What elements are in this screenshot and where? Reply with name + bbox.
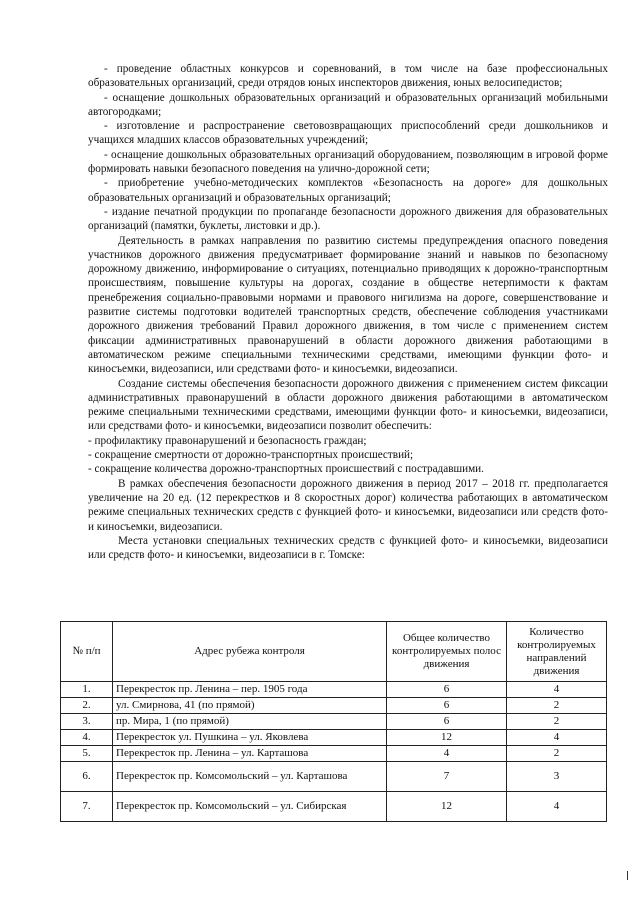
list-item-autogorodki: - оснащение дошкольных образовательных организаций и образовательных организаций мобильными автогородками; <box>88 91 608 118</box>
paragraph-locations: Места установки специальных технических средств с функцией фото- и киносъемки, видеозаписи или средств фото- и киносъемки, видеозаписи в г. Томске: <box>88 534 608 562</box>
locations-table <box>60 621 607 822</box>
row-lanes: 6 <box>387 698 507 714</box>
row-number: 7. <box>61 792 113 822</box>
table-row <box>61 730 607 746</box>
row-number: 1. <box>61 682 113 698</box>
header-address: Адрес рубежа контроля <box>113 622 387 682</box>
row-address: Перекресток пр. Комсомольский – ул. Сибирская <box>113 792 387 822</box>
row-lanes: 12 <box>387 730 507 746</box>
list-item-prevention: - профилактику правонарушений и безопасность граждан; <box>88 434 367 447</box>
list-item-mortality: - сокращение смертности от дорожно-транспортных происшествий; <box>88 449 414 462</box>
header-number: № п/п <box>61 622 113 682</box>
row-directions: 2 <box>507 714 607 730</box>
row-directions: 3 <box>507 762 607 792</box>
header-lanes: Общее количество контролируемых полос движения <box>387 622 507 682</box>
row-directions: 2 <box>507 746 607 762</box>
row-address: пр. Мира, 1 (по прямой) <box>113 714 387 730</box>
table-header-row <box>61 622 607 682</box>
table-row <box>61 746 607 762</box>
row-directions: 4 <box>507 682 607 698</box>
table-row <box>61 792 607 822</box>
row-number: 2. <box>61 698 113 714</box>
row-address: ул. Смирнова, 41 (по прямой) <box>113 698 387 714</box>
row-directions: 2 <box>507 698 607 714</box>
list-item-contests: - проведение областных конкурсов и соревнований, в том числе на базе профессиональных образовательных организаций, среди отрядов юных инспекторов движения, юных велосипедистов; <box>88 63 608 90</box>
row-lanes: 6 <box>387 714 507 730</box>
row-address: Перекресток пр. Ленина – ул. Карташова <box>113 746 387 762</box>
paragraph-system: Создание системы обеспечения безопасности дорожного движения с применением систем фиксации административных правонарушений в области дорожного движения работающими в автоматическом режиме специальными техническими средствами, имеющими функции фото- и киносъемки, видеозаписи, или средствами фото- и киносъемки, видеозаписи позволит обеспечить: <box>88 377 608 433</box>
paragraph-period: В рамках обеспечения безопасности дорожного движения в период 2017 – 2018 гг. предполагается увеличение на 20 ед. (12 перекрестков и 8 скоростных дорог) количества работающих в автоматическом режиме специальных технических средств с функцией фото- и киносъемки, видеозаписи или средств фото- и киносъемки, видеозаписи. <box>88 477 608 533</box>
page-edge-mark <box>627 871 628 880</box>
list-item-accidents: - сокращение количества дорожно-транспортных происшествий с пострадавшими. <box>88 463 484 476</box>
table-row <box>61 682 607 698</box>
list-item-reflectors: - изготовление и распространение световозвращающих приспособлений среди дошкольников и учащихся младших классов образовательных учреждений; <box>88 120 608 147</box>
table-row <box>61 714 607 730</box>
row-lanes: 12 <box>387 792 507 822</box>
list-item-printed: - издание печатной продукции по пропаганде безопасности дорожного движения для образовательных организаций (памятки, буклеты, листовки и др.). <box>88 205 608 233</box>
row-directions: 4 <box>507 730 607 746</box>
row-address: Перекресток пр. Комсомольский – ул. Карташова <box>113 762 387 792</box>
row-number: 3. <box>61 714 113 730</box>
table-row <box>61 698 607 714</box>
row-lanes: 7 <box>387 762 507 792</box>
body-text <box>88 62 608 562</box>
row-number: 5. <box>61 746 113 762</box>
row-address: Перекресток пр. Ленина – пер. 1905 года <box>113 682 387 698</box>
row-number: 4. <box>61 730 113 746</box>
list-item-kits: - приобретение учебно-методических комплектов «Безопасность на дороге» для дошкольных образовательных организаций и образовательных организаций; <box>88 177 608 204</box>
row-number: 6. <box>61 762 113 792</box>
row-directions: 4 <box>507 792 607 822</box>
list-item-equipment: - оснащение дошкольных образовательных организаций оборудованием, позволяющим в игровой форме формировать навыки безопасного поведения на улично-дорожной сети; <box>88 148 608 176</box>
table-row <box>61 762 607 792</box>
row-lanes: 6 <box>387 682 507 698</box>
row-address: Перекресток ул. Пушкина – ул. Яковлева <box>113 730 387 746</box>
header-directions: Количество контролируемых направлений движения <box>507 622 607 682</box>
paragraph-activity: Деятельность в рамках направления по развитию системы предупреждения опасного поведения участников дорожного движения предусматривает формирование знаний и навыков по безопасному дорожному движению, информирование о ситуациях, потенциально приводящих к дорожно-транспортным происшествиям, повышение культуры на дорогах, создание в обществе нетерпимости к фактам пренебрежения социально-правовыми нормами и правового нигилизма на дороге, совершенствование и развитие системы подготовки водителей транспортных средств, обеспечение соблюдения участниками дорожного движения требований Правил дорожного движения, в том числе с применением систем фиксации административных правонарушений в области дорожного движения работающими в автоматическом режиме специальными техническими средствами, имеющими функции фото- и киносъемки, видеозаписи, или средствами фото- и киносъемки, видеозаписи. <box>88 234 608 376</box>
row-lanes: 4 <box>387 746 507 762</box>
